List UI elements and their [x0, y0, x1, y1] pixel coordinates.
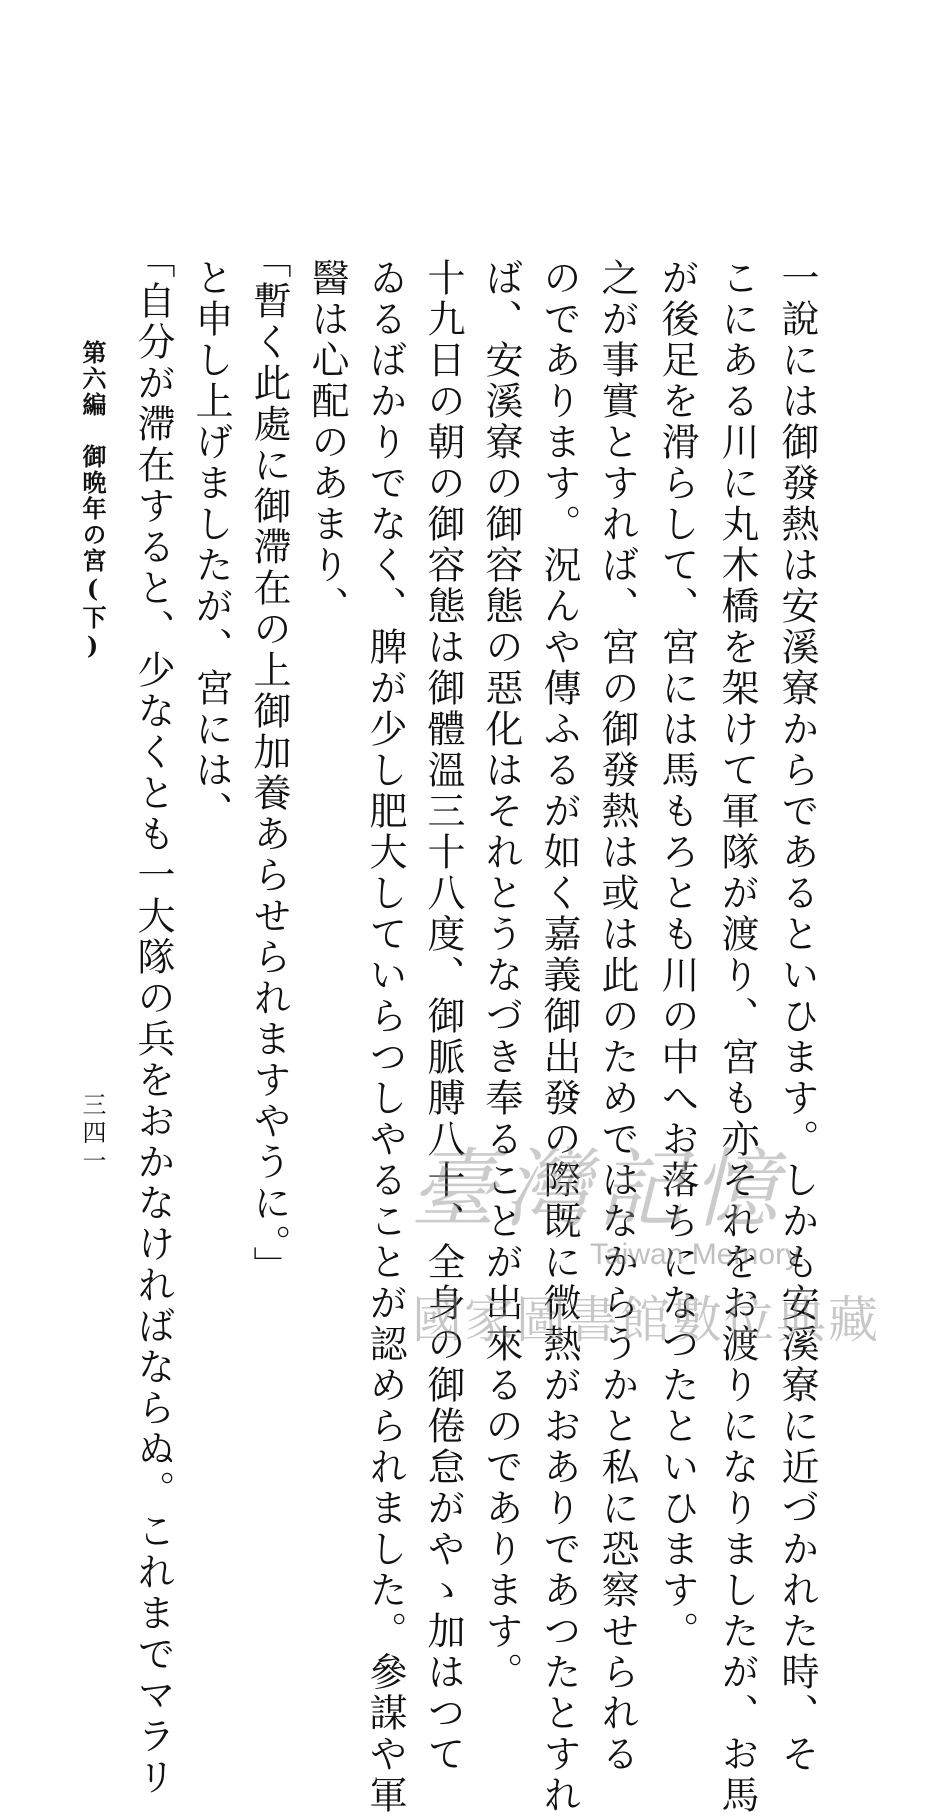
text-column-4: 之が事實とすれば、宮の御發熱は或は此のためではなからうかと私に恐察せられる: [595, 258, 639, 1775]
page-number: 三四一: [78, 1092, 106, 1176]
text-column-3: が後足を滑らして、宮には馬もろとも川の中へお落ちになつたといひます。: [655, 258, 699, 1652]
text-column-8: ゐるばかりでなく、脾が少し肥大していらつしやることが認められました。參謀や軍: [363, 258, 407, 1816]
text-column-1: 一說には御發熱は安溪寮からであるといひます。しかも安溪寮に近づかれた時、そ: [775, 258, 819, 1775]
watermark-library: 國家圖書館數位典藏: [412, 1291, 880, 1349]
text-column-2: こにある川に丸木橋を架けて軍隊が渡り、宮も亦それをお渡りになりましたが、お馬: [715, 258, 759, 1816]
text-column-11: と申し上げましたが、宮には、: [189, 258, 233, 832]
watermark-title: 臺灣記憶: [410, 1140, 786, 1240]
text-column-6: ば、安溪寮の御容態の惡化はそれとうなづき奉ることが出來るのであります。: [479, 258, 523, 1693]
text-column-5: のであります。況んや傳ふるが如く嘉義御出發の際既に微熱がおありであつたとすれ: [537, 258, 581, 1816]
text-column-7: 十九日の朝の御容態は御體溫三十八度、御脈膊八十、全身の御倦怠がやゝ加はつて: [421, 258, 465, 1775]
text-column-10: 「暫く此處に御滯在の上御加養あらせられますやうに。」: [247, 240, 291, 1287]
running-title: 第六編 御晩年の宮(下): [78, 340, 107, 662]
watermark-english: Taiwan Memory: [590, 1238, 801, 1271]
text-column-12: 「自分が滯在すると、少なくとも一大隊の兵をおかなければならぬ。これまでマラリ: [131, 240, 175, 1798]
text-column-9: 醫は心配のあまり、: [305, 258, 349, 627]
